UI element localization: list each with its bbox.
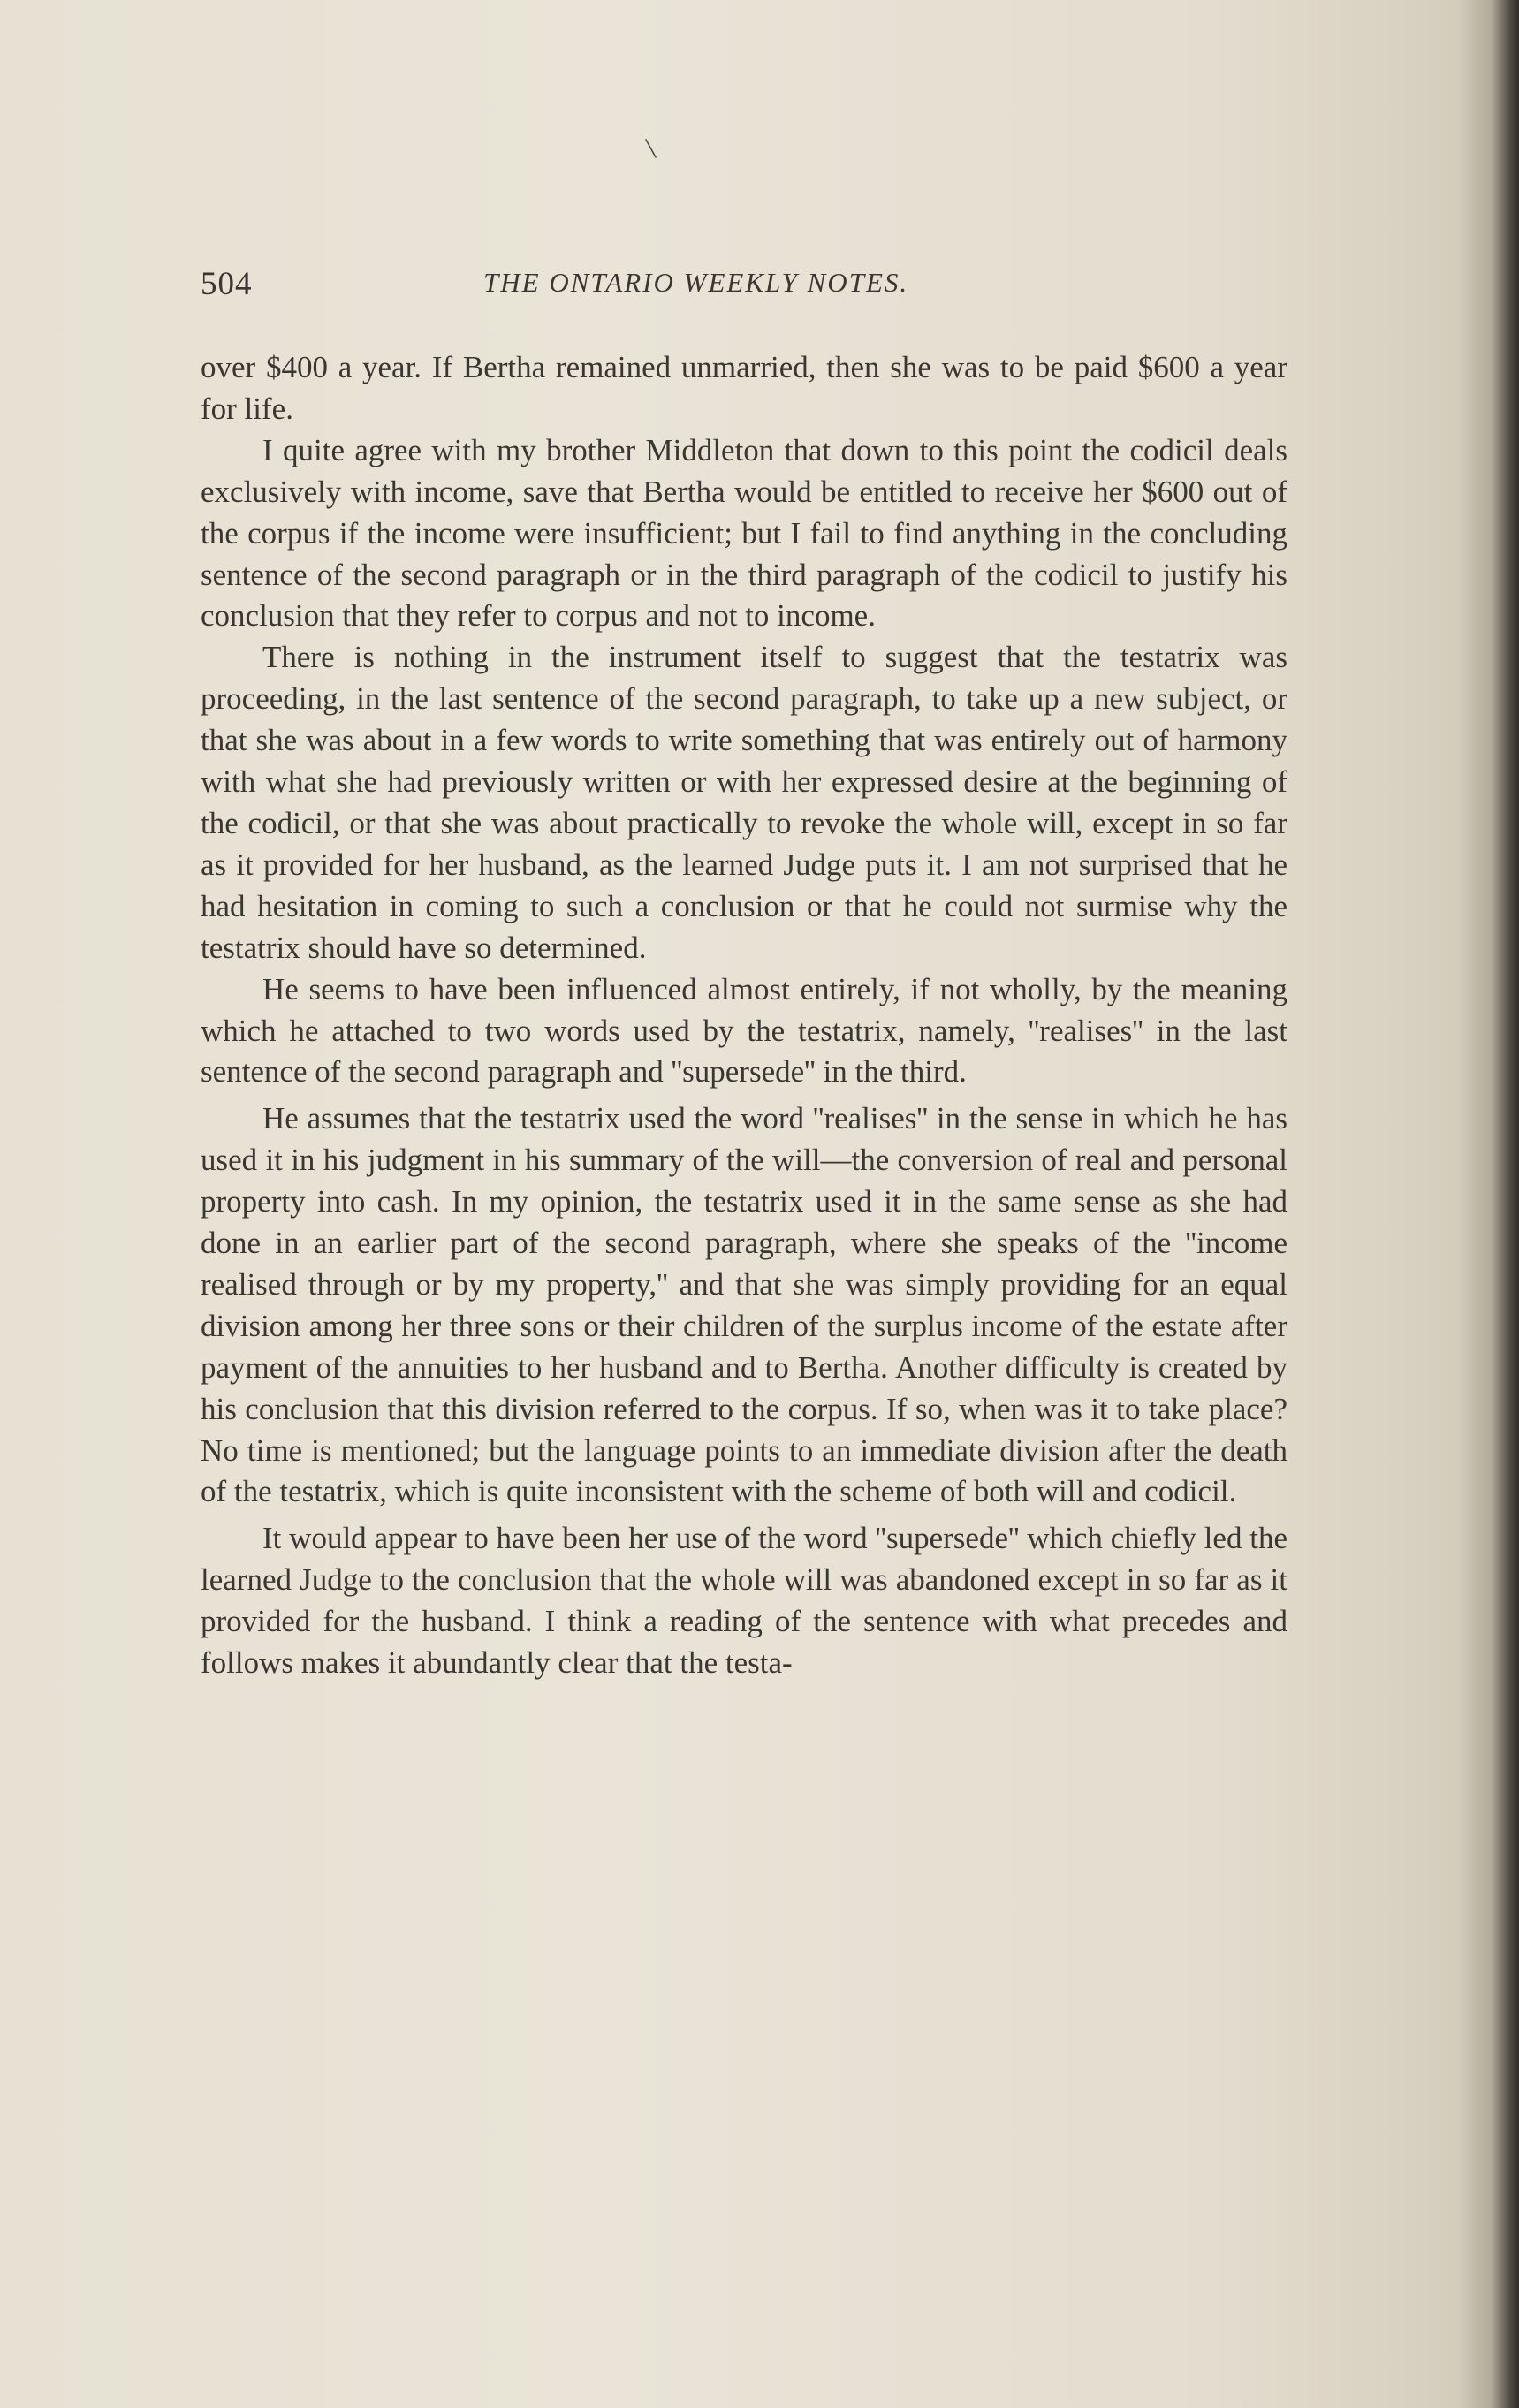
paragraph: He seems to have been influenced almost entirely, if not wholly, by the meaning which he attached to two words used by the testatrix, namely, ''realises'' in the last sentence of the second paragraph and ''supersede'' in the third. xyxy=(201,971,1287,1090)
page-number: 504 xyxy=(201,266,253,302)
paragraph: I quite agree with my brother Middleton that down to this point the codicil deals exclusively with income, save that Bertha would be entitled to receive her $600 out of the corpus if the income were insufficient; but I fail to find anything in the concluding sentence of the second paragraph or in the third paragraph of the codicil to justify his conclusion that they refer to corpus and not to income. xyxy=(201,432,1287,634)
stray-ink-mark: \ xyxy=(643,132,658,166)
paragraph: over $400 a year. If Bertha remained unmarried, then she was to be paid $600 a year for life. xyxy=(201,350,1287,426)
running-title: THE ONTARIO WEEKLY NOTES. xyxy=(483,267,909,298)
paragraph: It would appear to have been her use of the word ''supersede'' which chiefly led the learned Judge to the conclusion that the whole will was abandoned except in so far as it provided for the husband. I think a reading of the sentence with what precedes and follows makes it abundantly clear that the testa- xyxy=(201,1521,1287,1681)
page-header xyxy=(201,265,1287,309)
body-text xyxy=(201,347,1287,1684)
paragraph: There is nothing in the instrument itself to suggest that the testatrix was proceeding, in the last sentence of the second paragraph, to take up a new subject, or that she was about in a few words to write something that was entirely out of harmony with what she had previously written or with her expressed desire at the beginning of the codicil, or that she was about practically to revoke the whole will, except in so far as it provided for her husband, as the learned Judge puts it. I am not surprised that he had hesitation in coming to such a conclusion or that he could not surmise why the testatrix should have so determined. xyxy=(201,640,1287,965)
paragraph: He assumes that the testatrix used the word ''realises'' in the sense in which he has used it in his judgment in his summary of the will—the conversion of real and personal property into cash. In my opinion, the testatrix used it in the same sense as she had done in an earlier part of the second paragraph, where she speaks of the ''income realised through or by my property,'' and that she was simply providing for an equal division among her three sons or their children of the surplus income of the estate after payment of the annuities to her husband and to Bertha. Another difficulty is created by his conclusion that this division referred to the corpus. If so, when was it to take place? No time is mentioned; but the language points to an immediate division after the death of the testatrix, which is quite inconsistent with the scheme of both will and codicil. xyxy=(201,1101,1287,1509)
page-gutter-shadow xyxy=(1457,0,1519,2408)
